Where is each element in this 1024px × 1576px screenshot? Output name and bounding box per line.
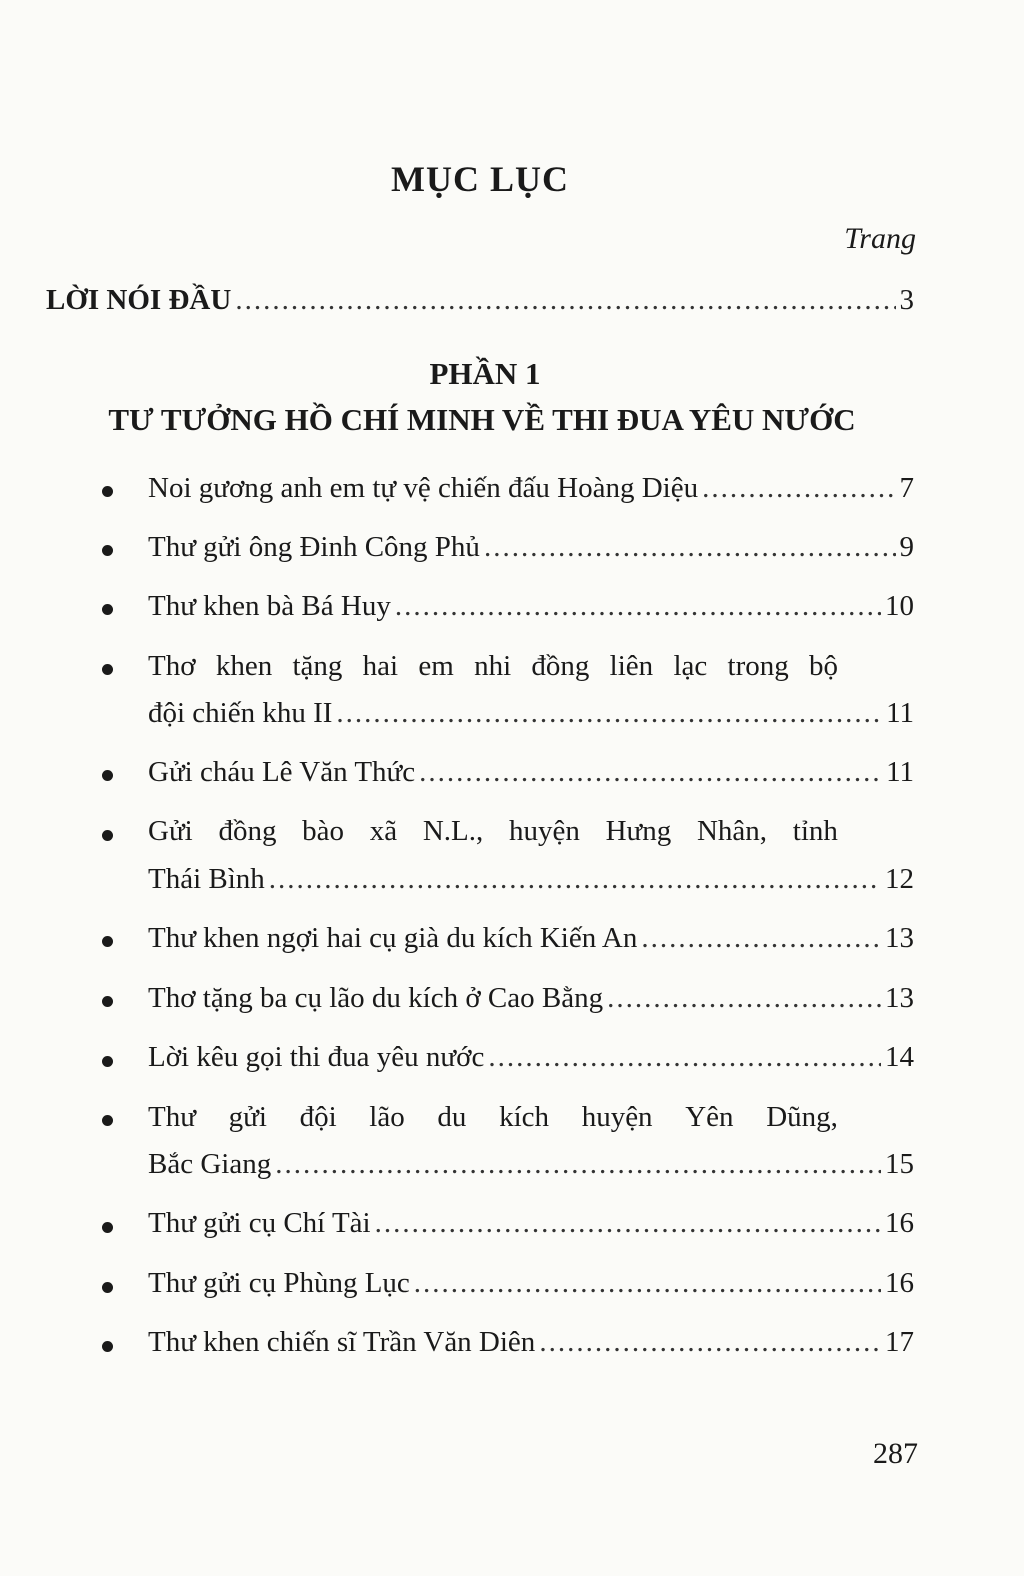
page-number: 287 bbox=[873, 1437, 918, 1470]
toc-entry bbox=[148, 470, 914, 506]
bullet-icon bbox=[102, 996, 113, 1007]
toc-entry-label: đội chiến khu II bbox=[148, 697, 333, 729]
leader-dots bbox=[539, 1324, 881, 1360]
bullet-icon bbox=[102, 1056, 113, 1067]
word: Yên bbox=[685, 1101, 734, 1133]
toc-entry-label: Noi gương anh em tự vệ chiến đấu Hoàng Diệu bbox=[148, 472, 699, 504]
bullet-icon bbox=[102, 1222, 113, 1233]
leader-dots bbox=[414, 1265, 881, 1301]
toc-entry bbox=[148, 920, 914, 956]
toc-entry-page: 10 bbox=[885, 590, 914, 622]
toc-entry-page: 15 bbox=[885, 1148, 914, 1180]
word: du bbox=[437, 1101, 467, 1133]
bullet-icon bbox=[102, 1115, 113, 1126]
toc-entry-page: 11 bbox=[886, 756, 914, 788]
toc-preface-page: 3 bbox=[899, 284, 914, 316]
word: Thư bbox=[148, 1101, 196, 1133]
leader-dots bbox=[419, 754, 882, 790]
toc-preface bbox=[46, 282, 914, 318]
toc-entry bbox=[148, 1205, 914, 1241]
bullet-icon bbox=[102, 770, 113, 781]
toc-entry-label: Thư gửi ông Đinh Công Phủ bbox=[148, 531, 480, 563]
toc-entry-label: Bắc Giang bbox=[148, 1148, 272, 1180]
toc-entry bbox=[148, 754, 914, 790]
toc-entry-label: Thư gửi cụ Phùng Lục bbox=[148, 1267, 410, 1299]
word: đồng bbox=[218, 815, 277, 847]
toc-entry-page: 7 bbox=[899, 472, 914, 504]
toc-entry-page: 11 bbox=[886, 697, 914, 729]
word: tỉnh bbox=[792, 815, 838, 847]
toc-entry-label: Lời kêu gọi thi đua yêu nước bbox=[148, 1041, 485, 1073]
toc-preface-label: LỜI NÓI ĐẦU bbox=[46, 284, 232, 316]
toc-entry bbox=[148, 588, 914, 624]
word: đồng bbox=[531, 650, 590, 682]
leader-dots bbox=[269, 861, 881, 897]
word: lão bbox=[369, 1101, 405, 1133]
toc-entry-first-line bbox=[148, 813, 838, 849]
toc-entry bbox=[148, 529, 914, 565]
word: Dũng, bbox=[766, 1101, 838, 1133]
toc-entry-label: Gửi cháu Lê Văn Thức bbox=[148, 756, 416, 788]
word: trong bbox=[727, 650, 789, 682]
leader-dots bbox=[235, 282, 895, 318]
toc-entry-page: 16 bbox=[885, 1267, 914, 1299]
leader-dots bbox=[607, 980, 881, 1016]
toc-entry-first-line bbox=[148, 648, 838, 684]
page-title: MỤC LỤC bbox=[391, 159, 569, 199]
leader-dots bbox=[702, 470, 895, 506]
leader-dots bbox=[484, 529, 896, 565]
word: huyện bbox=[508, 815, 580, 847]
toc-entry bbox=[148, 1265, 914, 1301]
toc-entry bbox=[148, 695, 914, 731]
page-column-label: Trang bbox=[844, 222, 916, 255]
bullet-icon bbox=[102, 1341, 113, 1352]
leader-dots bbox=[395, 588, 881, 624]
toc-entry-page: 13 bbox=[885, 922, 914, 954]
word: huyện bbox=[581, 1101, 653, 1133]
bullet-icon bbox=[102, 830, 113, 841]
word: Gửi bbox=[148, 815, 193, 847]
word: Nhân, bbox=[696, 815, 768, 847]
toc-entry-label: Thư khen chiến sĩ Trần Văn Diên bbox=[148, 1326, 536, 1358]
word: bộ bbox=[809, 650, 838, 682]
word: tặng bbox=[292, 650, 343, 682]
toc-entry bbox=[148, 980, 914, 1016]
toc-entry-page: 16 bbox=[885, 1207, 914, 1239]
toc-entry bbox=[148, 1146, 914, 1182]
word: kích bbox=[499, 1101, 550, 1133]
toc-entry-label: Thư khen ngợi hai cụ già du kích Kiến An bbox=[148, 922, 638, 954]
word: đội bbox=[299, 1101, 337, 1133]
toc-entry-page: 12 bbox=[885, 863, 914, 895]
word: N.L., bbox=[422, 815, 484, 847]
bullet-icon bbox=[102, 545, 113, 556]
word: liên bbox=[609, 650, 654, 682]
toc-entry-page: 14 bbox=[885, 1041, 914, 1073]
word: bào bbox=[302, 815, 345, 847]
toc-entry-first-line bbox=[148, 1099, 838, 1135]
word: nhi bbox=[474, 650, 512, 682]
word: xã bbox=[369, 815, 398, 847]
toc-entry-label: Thư khen bà Bá Huy bbox=[148, 590, 391, 622]
word: khen bbox=[215, 650, 273, 682]
bullet-icon bbox=[102, 604, 113, 615]
bullet-icon bbox=[102, 664, 113, 675]
toc-entry-label: Thơ tặng ba cụ lão du kích ở Cao Bằng bbox=[148, 982, 604, 1014]
leader-dots bbox=[375, 1205, 881, 1241]
toc-entry-label: Thư gửi cụ Chí Tài bbox=[148, 1207, 371, 1239]
bullet-icon bbox=[102, 486, 113, 497]
leader-dots bbox=[641, 920, 881, 956]
toc-entry bbox=[148, 1324, 914, 1360]
leader-dots bbox=[336, 695, 882, 731]
toc-entry-label: Thái Bình bbox=[148, 863, 265, 895]
word: Hưng bbox=[605, 815, 672, 847]
toc-entry bbox=[148, 1039, 914, 1075]
part-number: PHẦN 1 bbox=[429, 356, 541, 391]
word: hai bbox=[362, 650, 399, 682]
toc-entry-page: 9 bbox=[899, 531, 914, 563]
bullet-icon bbox=[102, 936, 113, 947]
bullet-icon bbox=[102, 1282, 113, 1293]
toc-entry-page: 17 bbox=[885, 1326, 914, 1358]
leader-dots bbox=[488, 1039, 881, 1075]
part-title: TƯ TƯỞNG HỒ CHÍ MINH VỀ THI ĐUA YÊU NƯỚC bbox=[108, 402, 856, 437]
leader-dots bbox=[275, 1146, 881, 1182]
word: gửi bbox=[228, 1101, 267, 1133]
word: Thơ bbox=[148, 650, 196, 682]
word: em bbox=[418, 650, 454, 682]
word: lạc bbox=[673, 650, 708, 682]
toc-entry bbox=[148, 861, 914, 897]
toc-entry-page: 13 bbox=[885, 982, 914, 1014]
